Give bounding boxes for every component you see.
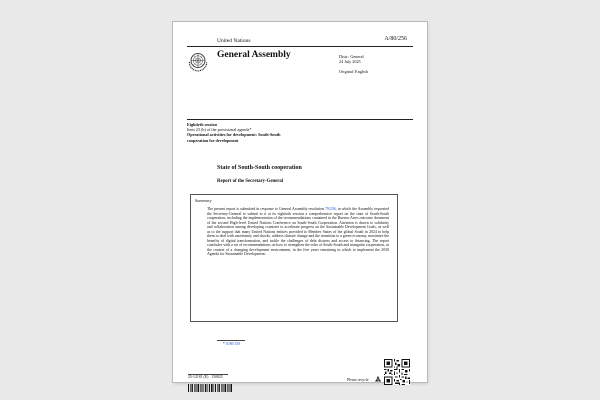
agenda-topic-line2: cooperation for development: [187, 137, 239, 143]
job-number-code: 25-12181 (E): [188, 375, 209, 379]
footnote-ref-link[interactable]: A/80/150: [225, 342, 241, 346]
distribution-block: [339, 54, 368, 75]
summary-label: Summary: [195, 198, 212, 203]
org-name: United Nations: [217, 38, 251, 44]
session-block: [187, 122, 280, 143]
footnote-rule: [217, 340, 245, 341]
general-assembly-title: General Assembly: [217, 50, 291, 60]
document-symbol: A/80/256: [384, 36, 407, 42]
document-date: 24 July 2025: [339, 59, 361, 65]
barcode-icon: [188, 384, 232, 392]
job-number-date: 150825: [211, 375, 223, 379]
qr-code-icon: [384, 359, 410, 385]
summary-text-end: , in which the Assembly requested the Secretary-General to submit to it at its eightieth session a comprehensive report on the state of South-South cooperation, including the implementation of the recommendations contained in the Buenos Aires outcome document of the second High-level United Nations Conference on South-South Cooperation. Attention is drawn to solidarity and collaboration among developing countries to accelerate progress on the Sustainable Development Goals, as well as to the support that many United Nations entities provided to Member States of the global South in 2024 to help them to deal with uncertainty and shocks, address climate change and the transition to a green economy, maximize the benefits of digital transformation, and tackle the challenges of debt distress and access to financing. The report concludes with a set of recommendations on how to strengthen the roles of South-South and triangular cooperation, in the context of a changing development environment, in the five years remaining in which to implement the 2030 Agenda for Sustainable Development.: [207, 207, 389, 257]
recycle-icon: [374, 375, 382, 383]
session-rule: [187, 119, 413, 120]
footnote-marker: *: [223, 342, 225, 346]
distribution: Distr.: General: [339, 54, 364, 59]
footnote: [223, 342, 240, 346]
agenda-topic-line1: Operational activities for development: South-South: [187, 132, 281, 138]
agenda-item: Item 23 (b) of the provisional agenda*: [187, 127, 252, 133]
recycle-label: Please recycle: [347, 378, 369, 382]
original-language: Original: English: [339, 69, 368, 75]
summary-box: [190, 194, 398, 322]
report-title: State of South-South cooperation: [217, 165, 302, 171]
un-emblem-icon: [187, 50, 209, 72]
resolution-link[interactable]: 79/236: [324, 207, 336, 211]
session-title: Eightieth session: [187, 122, 217, 127]
header-rule: [187, 46, 413, 47]
job-number: [188, 375, 223, 379]
summary-text: [207, 207, 389, 257]
summary-text-start: The present report is submitted in response to General Assembly resolution: [207, 207, 325, 211]
document-page: [173, 22, 427, 382]
report-subtitle: Report of the Secretary-General: [217, 179, 284, 184]
